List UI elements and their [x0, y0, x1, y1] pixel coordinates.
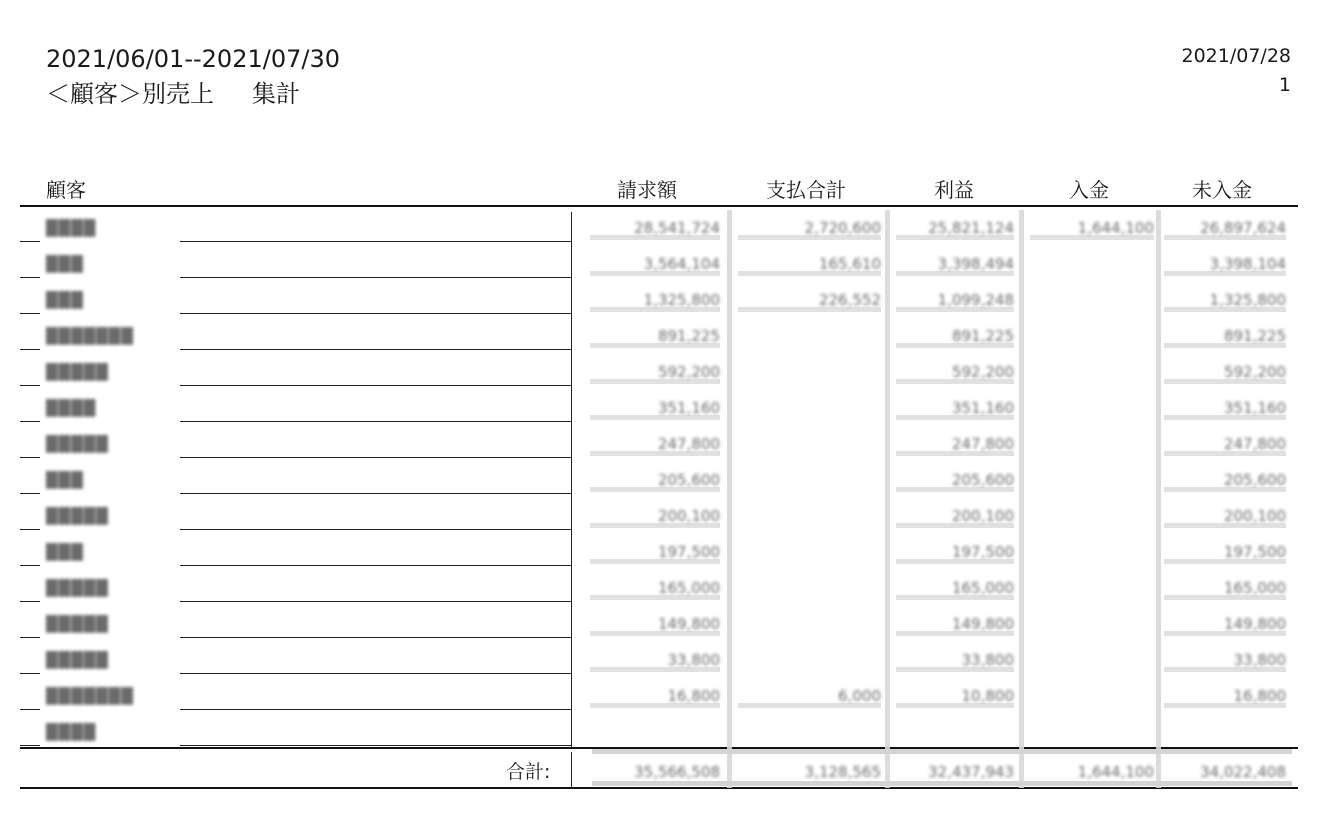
table-row	[0, 318, 1321, 354]
name-column-divider	[571, 212, 572, 748]
row-billing: 149,800	[657, 615, 720, 633]
table-row	[0, 606, 1321, 642]
report-header	[46, 42, 340, 112]
row-profit: 200,100	[951, 507, 1014, 525]
row-underline	[20, 565, 40, 566]
col-header-profit: 利益	[934, 178, 974, 202]
customer-name: ███████	[46, 327, 134, 345]
report-meta	[1181, 42, 1291, 100]
table-row	[0, 642, 1321, 678]
report-title	[46, 77, 340, 112]
row-underline	[20, 637, 40, 638]
row-profit: 10,800	[961, 687, 1014, 705]
total-divider	[571, 752, 572, 787]
row-underline	[180, 385, 571, 386]
row-billing: 165,000	[657, 579, 720, 597]
table-row	[0, 462, 1321, 498]
row-billing: 3,564,104	[643, 255, 720, 273]
row-profit: 165,000	[951, 579, 1014, 597]
row-deposit	[1030, 468, 1154, 492]
total-bottom-rule	[20, 787, 1298, 789]
row-underline	[180, 421, 571, 422]
row-profit: 25,821,124	[928, 219, 1014, 237]
row-profit: 891,225	[951, 327, 1014, 345]
row-billing: 28,541,724	[634, 219, 720, 237]
row-underline	[20, 601, 40, 602]
customer-name: ███	[46, 543, 84, 561]
row-undeposited: 165,000	[1223, 579, 1286, 597]
row-payment	[738, 540, 881, 564]
row-profit: 3,398,494	[937, 255, 1014, 273]
row-billing: 592,200	[657, 363, 720, 381]
row-underline	[20, 673, 40, 674]
total-profit: 32,437,943	[928, 763, 1014, 781]
row-deposit: 1,644,100	[1077, 219, 1154, 237]
row-deposit	[1030, 396, 1154, 420]
table-row	[0, 426, 1321, 462]
row-profit: 149,800	[951, 615, 1014, 633]
customer-name: █████	[46, 579, 109, 597]
table-row	[0, 282, 1321, 318]
table-row	[0, 246, 1321, 282]
row-undeposited: 351,160	[1223, 399, 1286, 417]
row-payment: 165,610	[818, 255, 881, 273]
row-deposit	[1030, 648, 1154, 672]
total-billing: 35,566,508	[634, 763, 720, 781]
row-undeposited: 26,897,624	[1200, 219, 1286, 237]
row-deposit	[1030, 252, 1154, 276]
row-profit: 351,160	[951, 399, 1014, 417]
customer-name: ████	[46, 219, 97, 237]
report-title-sub: 集計	[252, 80, 300, 108]
row-payment	[738, 612, 881, 636]
row-undeposited: 592,200	[1223, 363, 1286, 381]
row-payment	[738, 396, 881, 420]
row-underline	[180, 457, 571, 458]
row-underline	[180, 313, 571, 314]
row-deposit	[1030, 504, 1154, 528]
report-period: 2021/06/01--2021/07/30	[46, 45, 340, 73]
row-billing: 891,225	[657, 327, 720, 345]
table-row	[0, 534, 1321, 570]
row-underline	[180, 601, 571, 602]
table-row	[0, 390, 1321, 426]
row-undeposited: 3,398,104	[1209, 255, 1286, 273]
row-payment	[738, 504, 881, 528]
row-profit	[896, 720, 1014, 744]
row-underline	[180, 565, 571, 566]
row-undeposited: 200,100	[1223, 507, 1286, 525]
row-undeposited: 16,800	[1233, 687, 1286, 705]
column-headers	[0, 174, 1321, 202]
row-payment	[738, 360, 881, 384]
row-underline	[20, 457, 40, 458]
row-undeposited: 205,600	[1223, 471, 1286, 489]
row-billing: 16,800	[667, 687, 720, 705]
total-payment: 3,128,565	[804, 763, 881, 781]
customer-name: ████	[46, 723, 97, 741]
report-title-main: ＜顧客＞別売上	[46, 80, 214, 108]
customer-name: █████	[46, 435, 109, 453]
row-underline	[180, 637, 571, 638]
row-underline	[20, 709, 40, 710]
customer-name: ███	[46, 255, 84, 273]
row-deposit	[1030, 360, 1154, 384]
row-profit: 205,600	[951, 471, 1014, 489]
row-payment: 6,000	[838, 687, 881, 705]
row-payment: 2,720,600	[804, 219, 881, 237]
col-header-billing: 請求額	[617, 178, 677, 202]
table-row	[0, 714, 1321, 750]
row-underline	[180, 277, 571, 278]
row-payment	[738, 720, 881, 744]
customer-name: ███████	[46, 687, 134, 705]
customer-name: ████	[46, 399, 97, 417]
row-profit: 33,800	[961, 651, 1014, 669]
total-undeposited: 34,022,408	[1200, 763, 1286, 781]
row-undeposited: 197,500	[1223, 543, 1286, 561]
row-deposit	[1030, 576, 1154, 600]
row-billing: 247,800	[657, 435, 720, 453]
row-billing: 200,100	[657, 507, 720, 525]
row-undeposited: 1,325,800	[1209, 291, 1286, 309]
row-profit: 197,500	[951, 543, 1014, 561]
row-deposit	[1030, 324, 1154, 348]
col-header-deposit: 入金	[1069, 178, 1109, 202]
row-underline	[20, 349, 40, 350]
row-deposit	[1030, 720, 1154, 744]
customer-table	[0, 210, 1321, 750]
row-underline	[180, 529, 571, 530]
row-payment	[738, 432, 881, 456]
customer-name: ███	[46, 291, 84, 309]
row-payment	[738, 468, 881, 492]
row-payment	[738, 648, 881, 672]
row-billing: 197,500	[657, 543, 720, 561]
total-label: 合計:	[506, 761, 551, 783]
customer-name: █████	[46, 507, 109, 525]
total-deposit: 1,644,100	[1077, 763, 1154, 781]
table-row	[0, 354, 1321, 390]
row-underline	[180, 493, 571, 494]
page-number: 1	[1278, 74, 1291, 96]
row-underline	[20, 241, 40, 242]
row-undeposited: 247,800	[1223, 435, 1286, 453]
row-underline	[20, 277, 40, 278]
table-row	[0, 498, 1321, 534]
customer-name: ███	[46, 471, 84, 489]
row-underline	[180, 673, 571, 674]
row-profit: 247,800	[951, 435, 1014, 453]
total-shade-top	[592, 749, 1292, 754]
row-underline	[20, 493, 40, 494]
row-billing: 33,800	[667, 651, 720, 669]
row-undeposited: 33,800	[1233, 651, 1286, 669]
table-row	[0, 570, 1321, 606]
row-underline	[20, 421, 40, 422]
row-undeposited: 149,800	[1223, 615, 1286, 633]
row-billing: 1,325,800	[643, 291, 720, 309]
row-underline	[20, 745, 40, 746]
row-payment	[738, 324, 881, 348]
customer-name: █████	[46, 615, 109, 633]
row-deposit	[1030, 540, 1154, 564]
row-deposit	[1030, 684, 1154, 708]
row-deposit	[1030, 288, 1154, 312]
row-deposit	[1030, 612, 1154, 636]
row-payment: 226,552	[818, 291, 881, 309]
col-header-customer: 顧客	[46, 178, 86, 202]
table-row	[0, 210, 1321, 246]
row-deposit	[1030, 432, 1154, 456]
row-underline	[20, 385, 40, 386]
row-payment	[738, 576, 881, 600]
header-rule	[20, 205, 1298, 207]
customer-name: █████	[46, 363, 109, 381]
col-header-undeposited: 未入金	[1192, 178, 1252, 202]
row-profit: 1,099,248	[937, 291, 1014, 309]
customer-name: █████	[46, 651, 109, 669]
row-underline	[180, 745, 571, 746]
row-billing: 205,600	[657, 471, 720, 489]
report-date: 2021/07/28	[1181, 45, 1291, 67]
row-underline	[180, 349, 571, 350]
row-underline	[180, 241, 571, 242]
row-undeposited: 891,225	[1223, 327, 1286, 345]
row-underline	[20, 529, 40, 530]
row-underline	[20, 313, 40, 314]
row-underline	[180, 709, 571, 710]
row-undeposited	[1164, 720, 1286, 744]
row-billing	[590, 720, 720, 744]
table-row	[0, 678, 1321, 714]
row-billing: 351,160	[657, 399, 720, 417]
col-header-payment-total: 支払合計	[766, 178, 846, 202]
row-profit: 592,200	[951, 363, 1014, 381]
